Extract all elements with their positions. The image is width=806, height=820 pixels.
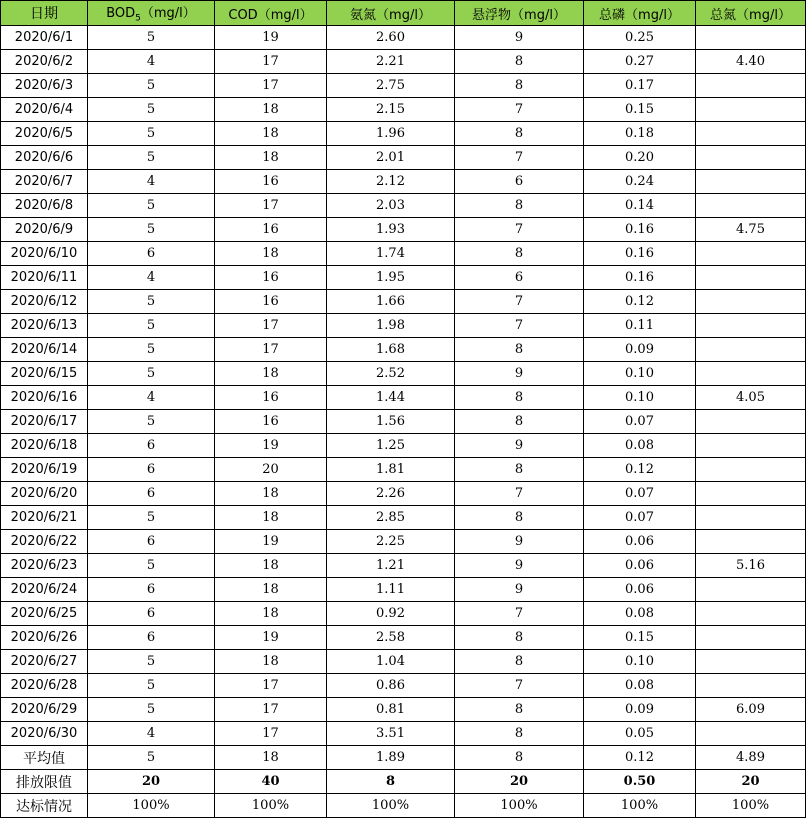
header-suspended-solids: 悬浮物（mg/l） [455,1,584,26]
table-row [1,698,806,722]
cell-ammonia: 2.60 [327,26,455,50]
cell-suspended-solids: 8 [455,506,584,530]
cell-suspended-solids: 7 [455,314,584,338]
cell-cod: 16 [215,218,327,242]
cell-cod: 20 [215,458,327,482]
cell-date: 2020/6/25 [1,602,88,626]
table-row [1,458,806,482]
table-header [1,1,806,26]
cell-total-phosphorus: 0.18 [584,122,696,146]
header-bod-sub: 5 [135,13,141,24]
cell-total-nitrogen [696,482,806,506]
cell-total-phosphorus: 0.15 [584,98,696,122]
cell-total-phosphorus: 0.12 [584,290,696,314]
cell-total-nitrogen [696,602,806,626]
table-row [1,362,806,386]
cell-cod: 18 [215,482,327,506]
cell-bod: 6 [88,626,215,650]
cell-total-phosphorus: 0.09 [584,698,696,722]
header-row [1,1,806,26]
header-ammonia: 氨氮（mg/l） [327,1,455,26]
cell-ammonia: 3.51 [327,722,455,746]
cell-total-nitrogen: 4.05 [696,386,806,410]
cell-cod: 18 [215,146,327,170]
cell-ammonia: 1.21 [327,554,455,578]
cell-date: 2020/6/18 [1,434,88,458]
cell-date: 2020/6/29 [1,698,88,722]
cell-date: 2020/6/15 [1,362,88,386]
cell-total-phosphorus: 0.07 [584,482,696,506]
cell-suspended-solids: 8 [455,74,584,98]
cell-ammonia: 2.21 [327,50,455,74]
cell-ammonia: 1.93 [327,218,455,242]
cell-bod: 4 [88,266,215,290]
cell-bod: 4 [88,50,215,74]
cell-bod: 4 [88,722,215,746]
cell-bod: 5 [88,650,215,674]
cell-date: 2020/6/5 [1,122,88,146]
limit-cod: 40 [215,770,327,794]
cell-date: 2020/6/21 [1,506,88,530]
cell-cod: 18 [215,578,327,602]
cell-suspended-solids: 7 [455,146,584,170]
cell-date: 2020/6/19 [1,458,88,482]
cell-total-nitrogen [696,194,806,218]
cell-total-phosphorus: 0.25 [584,26,696,50]
cell-total-phosphorus: 0.09 [584,338,696,362]
cell-date: 2020/6/23 [1,554,88,578]
cell-date: 2020/6/28 [1,674,88,698]
compliance-suspended-solids: 100% [455,794,584,818]
cell-ammonia: 1.56 [327,410,455,434]
cell-cod: 19 [215,530,327,554]
cell-date: 2020/6/16 [1,386,88,410]
cell-total-phosphorus: 0.05 [584,722,696,746]
cell-total-phosphorus: 0.24 [584,170,696,194]
cell-cod: 18 [215,506,327,530]
table-row [1,530,806,554]
cell-date: 2020/6/4 [1,98,88,122]
cell-ammonia: 0.86 [327,674,455,698]
cell-cod: 17 [215,722,327,746]
cell-total-phosphorus: 0.10 [584,362,696,386]
cell-date: 2020/6/24 [1,578,88,602]
cell-total-phosphorus: 0.15 [584,626,696,650]
cell-suspended-solids: 7 [455,674,584,698]
cell-cod: 18 [215,362,327,386]
cell-ammonia: 1.96 [327,122,455,146]
table-row [1,506,806,530]
cell-ammonia: 0.92 [327,602,455,626]
cell-total-nitrogen [696,290,806,314]
cell-suspended-solids: 7 [455,482,584,506]
cell-cod: 18 [215,122,327,146]
table-row [1,290,806,314]
cell-suspended-solids: 9 [455,530,584,554]
header-cod: COD（mg/l） [215,1,327,26]
cell-total-nitrogen [696,626,806,650]
cell-ammonia: 1.68 [327,338,455,362]
limit-total-phosphorus: 0.50 [584,770,696,794]
cell-total-nitrogen [696,362,806,386]
cell-ammonia: 2.85 [327,506,455,530]
cell-date: 2020/6/27 [1,650,88,674]
cell-ammonia: 2.26 [327,482,455,506]
table-row [1,50,806,74]
cell-suspended-solids: 6 [455,266,584,290]
cell-bod: 6 [88,458,215,482]
cell-total-nitrogen [696,146,806,170]
cell-date: 2020/6/1 [1,26,88,50]
compliance-total-phosphorus: 100% [584,794,696,818]
cell-suspended-solids: 9 [455,578,584,602]
cell-ammonia: 2.01 [327,146,455,170]
table-row [1,578,806,602]
cell-total-phosphorus: 0.27 [584,50,696,74]
cell-ammonia: 1.95 [327,266,455,290]
cell-ammonia: 1.74 [327,242,455,266]
cell-cod: 17 [215,698,327,722]
cell-date: 2020/6/9 [1,218,88,242]
cell-total-phosphorus: 0.16 [584,218,696,242]
table-row [1,218,806,242]
cell-bod: 5 [88,362,215,386]
cell-cod: 17 [215,338,327,362]
cell-date: 2020/6/14 [1,338,88,362]
cell-ammonia: 1.81 [327,458,455,482]
cell-date: 2020/6/2 [1,50,88,74]
table-row [1,98,806,122]
limit-ammonia: 8 [327,770,455,794]
cell-bod: 5 [88,410,215,434]
cell-suspended-solids: 8 [455,722,584,746]
cell-cod: 19 [215,626,327,650]
table-row [1,722,806,746]
cell-total-phosphorus: 0.08 [584,434,696,458]
cell-suspended-solids: 6 [455,170,584,194]
table-row [1,626,806,650]
cell-total-nitrogen [696,410,806,434]
cell-total-phosphorus: 0.16 [584,266,696,290]
cell-ammonia: 2.12 [327,170,455,194]
table-row [1,650,806,674]
average-suspended-solids: 8 [455,746,584,770]
cell-total-nitrogen: 6.09 [696,698,806,722]
cell-bod: 5 [88,290,215,314]
cell-ammonia: 2.58 [327,626,455,650]
cell-cod: 18 [215,602,327,626]
table-row [1,386,806,410]
table-row [1,242,806,266]
cell-bod: 5 [88,98,215,122]
cell-date: 2020/6/22 [1,530,88,554]
table-row [1,410,806,434]
cell-total-nitrogen [696,170,806,194]
cell-bod: 6 [88,242,215,266]
cell-bod: 5 [88,338,215,362]
cell-suspended-solids: 8 [455,650,584,674]
cell-total-nitrogen [696,74,806,98]
cell-bod: 5 [88,554,215,578]
cell-total-phosphorus: 0.07 [584,506,696,530]
cell-cod: 16 [215,410,327,434]
cell-total-phosphorus: 0.07 [584,410,696,434]
cell-bod: 5 [88,506,215,530]
cell-date: 2020/6/26 [1,626,88,650]
cell-date: 2020/6/13 [1,314,88,338]
cell-date: 2020/6/10 [1,242,88,266]
cell-ammonia: 1.66 [327,290,455,314]
cell-cod: 17 [215,74,327,98]
table-row [1,554,806,578]
header-bod-unit: （mg/l） [140,6,196,22]
header-bod-prefix: BOD [106,6,136,22]
cell-date: 2020/6/12 [1,290,88,314]
cell-total-nitrogen [696,314,806,338]
cell-total-nitrogen [696,722,806,746]
cell-total-nitrogen [696,338,806,362]
cell-bod: 5 [88,218,215,242]
header-total-phosphorus: 总磷（mg/l） [584,1,696,26]
table-row [1,602,806,626]
table-row [1,194,806,218]
table-row [1,146,806,170]
cell-total-phosphorus: 0.11 [584,314,696,338]
average-label: 平均值 [1,746,88,770]
cell-suspended-solids: 8 [455,338,584,362]
limit-total-nitrogen: 20 [696,770,806,794]
cell-ammonia: 1.44 [327,386,455,410]
cell-total-phosphorus: 0.16 [584,242,696,266]
cell-suspended-solids: 8 [455,242,584,266]
cell-date: 2020/6/11 [1,266,88,290]
cell-cod: 16 [215,170,327,194]
cell-total-phosphorus: 0.10 [584,650,696,674]
cell-cod: 18 [215,98,327,122]
cell-total-nitrogen [696,578,806,602]
cell-bod: 6 [88,434,215,458]
cell-total-nitrogen [696,530,806,554]
limit-label: 排放限值 [1,770,88,794]
cell-cod: 16 [215,290,327,314]
cell-cod: 16 [215,266,327,290]
cell-suspended-solids: 8 [455,194,584,218]
average-total-nitrogen: 4.89 [696,746,806,770]
cell-bod: 4 [88,386,215,410]
cell-suspended-solids: 7 [455,98,584,122]
cell-suspended-solids: 7 [455,602,584,626]
cell-bod: 6 [88,482,215,506]
table-row [1,482,806,506]
table-body [1,26,806,746]
cell-total-nitrogen [696,506,806,530]
cell-ammonia: 1.04 [327,650,455,674]
cell-ammonia: 2.25 [327,530,455,554]
table-row [1,674,806,698]
cell-cod: 19 [215,26,327,50]
cell-suspended-solids: 9 [455,554,584,578]
compliance-cod: 100% [215,794,327,818]
cell-suspended-solids: 8 [455,626,584,650]
average-total-phosphorus: 0.12 [584,746,696,770]
cell-total-nitrogen [696,650,806,674]
table-row [1,434,806,458]
cell-cod: 17 [215,194,327,218]
header-date: 日期 [1,1,88,26]
cell-bod: 5 [88,122,215,146]
cell-cod: 18 [215,650,327,674]
table-row [1,266,806,290]
cell-ammonia: 2.75 [327,74,455,98]
cell-total-nitrogen: 5.16 [696,554,806,578]
table-row [1,170,806,194]
cell-date: 2020/6/7 [1,170,88,194]
cell-ammonia: 1.11 [327,578,455,602]
cell-date: 2020/6/6 [1,146,88,170]
cell-suspended-solids: 9 [455,26,584,50]
cell-ammonia: 2.52 [327,362,455,386]
cell-suspended-solids: 7 [455,218,584,242]
cell-bod: 5 [88,146,215,170]
cell-total-nitrogen [696,674,806,698]
cell-total-nitrogen [696,98,806,122]
cell-total-nitrogen: 4.75 [696,218,806,242]
compliance-total-nitrogen: 100% [696,794,806,818]
average-bod: 5 [88,746,215,770]
header-total-nitrogen: 总氮（mg/l） [696,1,806,26]
cell-suspended-solids: 8 [455,410,584,434]
cell-suspended-solids: 7 [455,290,584,314]
cell-suspended-solids: 8 [455,50,584,74]
cell-bod: 5 [88,314,215,338]
cell-bod: 6 [88,578,215,602]
limit-suspended-solids: 20 [455,770,584,794]
cell-date: 2020/6/30 [1,722,88,746]
cell-total-phosphorus: 0.10 [584,386,696,410]
cell-total-phosphorus: 0.20 [584,146,696,170]
cell-suspended-solids: 8 [455,386,584,410]
cell-ammonia: 2.03 [327,194,455,218]
cell-cod: 17 [215,50,327,74]
cell-total-nitrogen [696,242,806,266]
cell-total-phosphorus: 0.06 [584,554,696,578]
cell-ammonia: 2.15 [327,98,455,122]
cell-suspended-solids: 8 [455,458,584,482]
cell-bod: 5 [88,698,215,722]
cell-date: 2020/6/20 [1,482,88,506]
limit-bod: 20 [88,770,215,794]
cell-ammonia: 0.81 [327,698,455,722]
cell-total-nitrogen [696,458,806,482]
table-summary [1,746,806,818]
average-row [1,746,806,770]
table-row [1,26,806,50]
cell-bod: 5 [88,26,215,50]
limit-row [1,770,806,794]
cell-bod: 6 [88,530,215,554]
cell-total-phosphorus: 0.12 [584,458,696,482]
cell-total-phosphorus: 0.06 [584,578,696,602]
cell-bod: 5 [88,674,215,698]
cell-ammonia: 1.25 [327,434,455,458]
cell-total-phosphorus: 0.14 [584,194,696,218]
compliance-row [1,794,806,818]
header-bod [88,1,215,26]
compliance-label: 达标情况 [1,794,88,818]
cell-suspended-solids: 9 [455,434,584,458]
cell-cod: 19 [215,434,327,458]
cell-total-nitrogen [696,434,806,458]
cell-date: 2020/6/17 [1,410,88,434]
cell-bod: 4 [88,170,215,194]
cell-bod: 5 [88,194,215,218]
cell-total-phosphorus: 0.08 [584,674,696,698]
cell-date: 2020/6/3 [1,74,88,98]
cell-date: 2020/6/8 [1,194,88,218]
compliance-ammonia: 100% [327,794,455,818]
cell-suspended-solids: 9 [455,362,584,386]
cell-total-nitrogen [696,26,806,50]
cell-total-nitrogen [696,122,806,146]
cell-suspended-solids: 8 [455,698,584,722]
average-cod: 18 [215,746,327,770]
cell-cod: 18 [215,554,327,578]
cell-total-phosphorus: 0.06 [584,530,696,554]
cell-cod: 17 [215,314,327,338]
table-row [1,122,806,146]
table-row [1,338,806,362]
cell-total-phosphorus: 0.17 [584,74,696,98]
table-row [1,74,806,98]
table-row [1,314,806,338]
cell-cod: 18 [215,242,327,266]
average-ammonia: 1.89 [327,746,455,770]
cell-cod: 16 [215,386,327,410]
compliance-bod: 100% [88,794,215,818]
cell-suspended-solids: 8 [455,122,584,146]
cell-cod: 17 [215,674,327,698]
cell-total-phosphorus: 0.08 [584,602,696,626]
cell-bod: 5 [88,74,215,98]
cell-total-nitrogen [696,266,806,290]
cell-total-nitrogen: 4.40 [696,50,806,74]
cell-ammonia: 1.98 [327,314,455,338]
cell-bod: 6 [88,602,215,626]
